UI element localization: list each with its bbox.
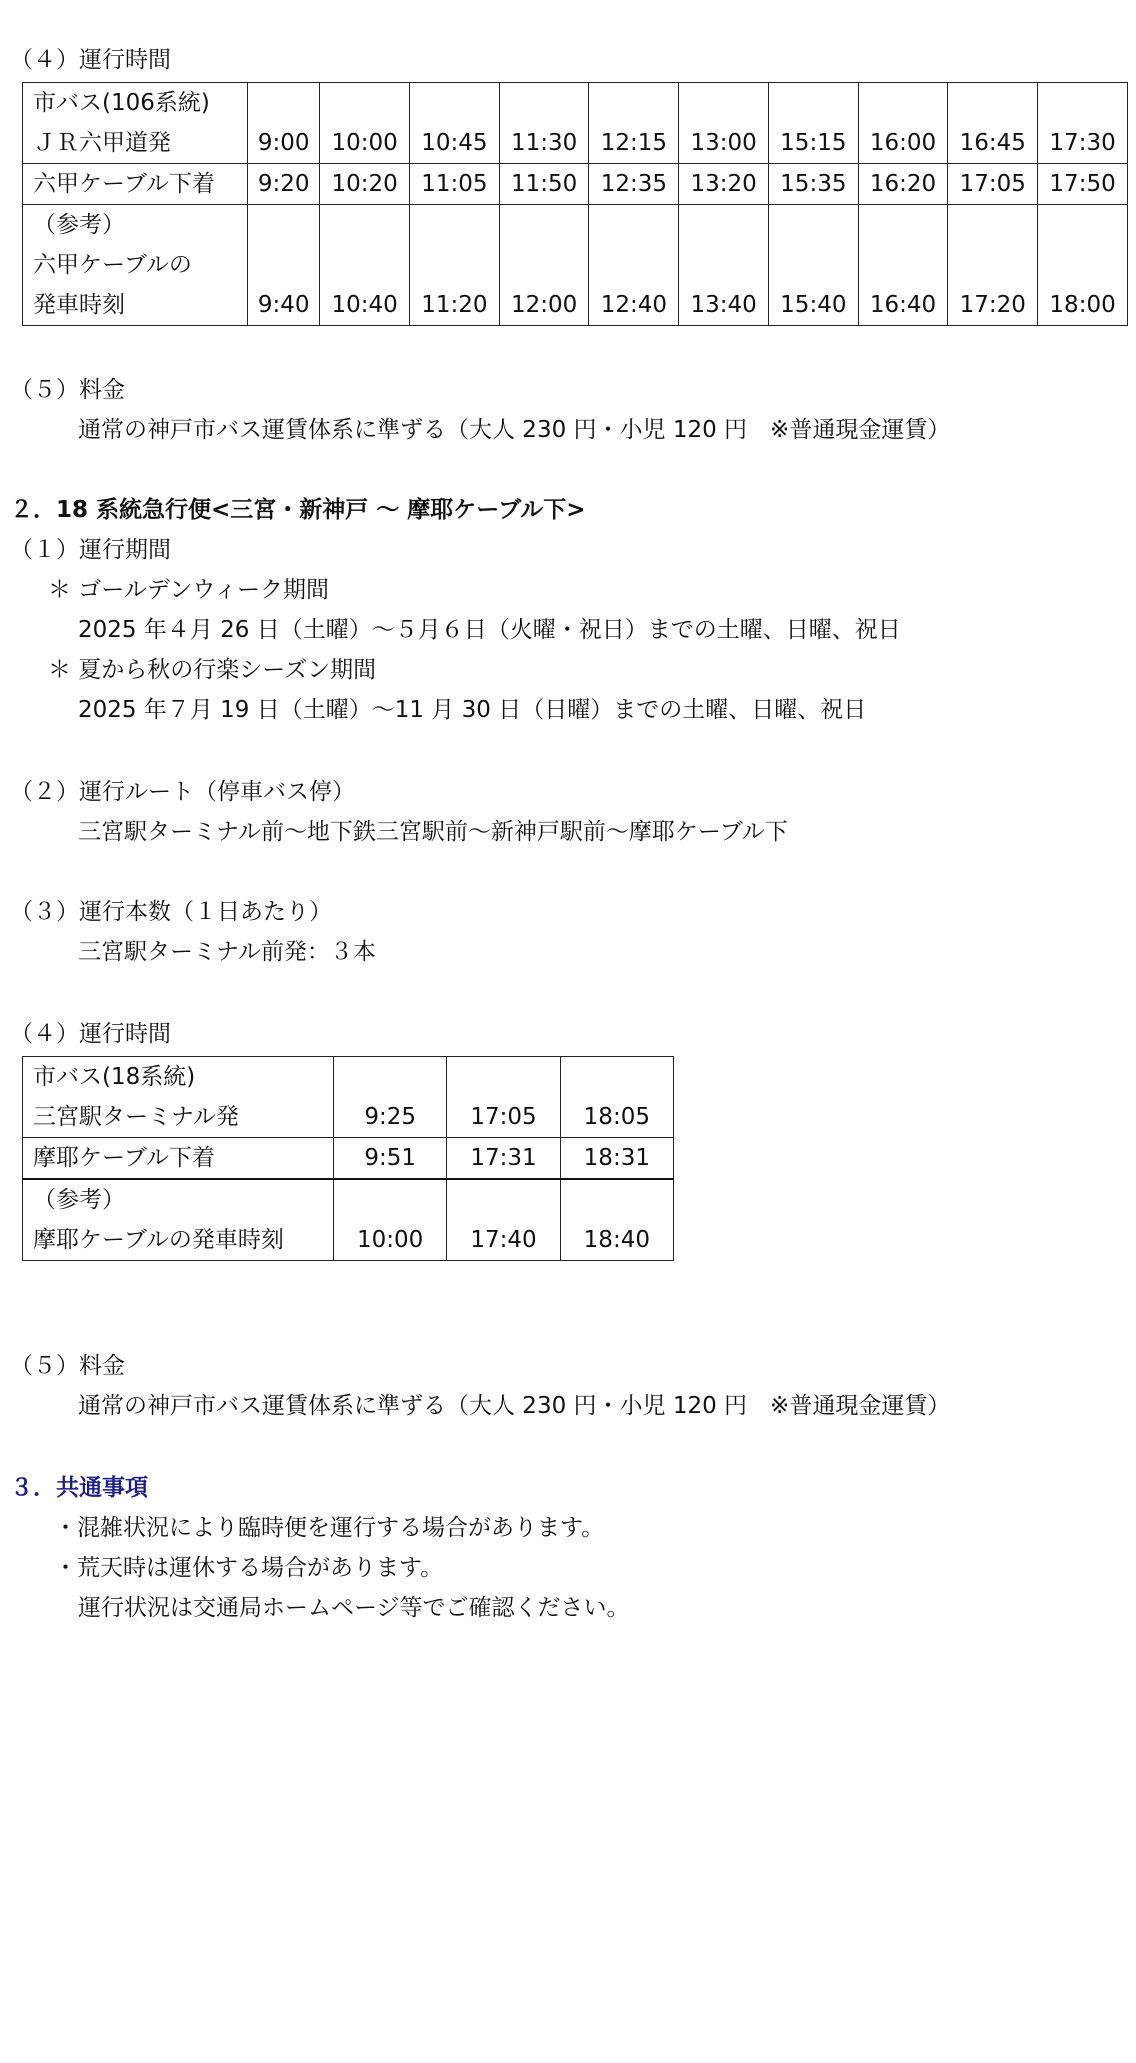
s1-row3-cell: 17:20 — [948, 205, 1038, 326]
s1-row3-label — [23, 205, 248, 326]
s1-row2-label: 六甲ケーブル下着 — [23, 164, 248, 205]
s1-row3-cell: 16:40 — [858, 205, 948, 326]
s2-row3-label-b: 摩耶ケーブルの発車時刻 — [33, 1227, 284, 1253]
s1-row1-cell: 9:00 — [248, 83, 320, 164]
s2-gw-title: ＊ ゴールデンウィーク期間 — [48, 577, 330, 603]
s1-row3-cell: 15:40 — [768, 205, 858, 326]
s2-table-row-arrive — [23, 1138, 674, 1180]
s3-bullet-2: ・荒天時は運休する場合があります。 — [54, 1555, 444, 1581]
s1-row2-cell: 17:50 — [1038, 164, 1128, 205]
s2-row2-cell: 17:31 — [447, 1138, 560, 1180]
s3-bullet-3: 運行状況は交通局ホームページ等でご確認ください。 — [78, 1595, 630, 1621]
s1-row2-cell: 10:20 — [320, 164, 410, 205]
s2-gw-dates: 2025 年４月 26 日（土曜）～５月６日（火曜・祝日）までの土曜、日曜、祝日 — [78, 617, 901, 643]
s2-row1-label-a: 市バス(18系統) — [33, 1064, 196, 1090]
s1-row3-cell: 9:40 — [248, 205, 320, 326]
s1-row1-cell: 10:00 — [320, 83, 410, 164]
s1-row3-cell: 18:00 — [1038, 205, 1128, 326]
s2-fare-text: 通常の神戸市バス運賃体系に準ずる（大人 230 円・小児 120 円 ※普通現金運賃） — [78, 1393, 951, 1419]
s2-row3-label — [23, 1179, 334, 1261]
s1-fare-text: 通常の神戸市バス運賃体系に準ずる（大人 230 円・小児 120 円 ※普通現金運賃） — [78, 417, 951, 443]
s2-heading-fare: （５）料金 — [10, 1353, 125, 1379]
s1-row1-cell: 17:30 — [1038, 83, 1128, 164]
s1-row3-label-a: （参考） — [33, 212, 125, 238]
s1-row2-cell: 11:05 — [410, 164, 500, 205]
s3-title: ３．共通事項 — [10, 1475, 148, 1501]
s1-row1-cell: 10:45 — [410, 83, 500, 164]
s1-row3-cell: 12:40 — [589, 205, 679, 326]
s2-row1-cell: 18:05 — [560, 1057, 673, 1138]
s2-row3-label-a: （参考） — [33, 1187, 125, 1213]
s2-route-text: 三宮駅ターミナル前～地下鉄三宮駅前～新神戸駅前～摩耶ケーブル下 — [78, 819, 788, 845]
s1-row2-cell: 12:35 — [589, 164, 679, 205]
s1-row1-cell: 11:30 — [499, 83, 589, 164]
s1-row3-cell: 10:40 — [320, 205, 410, 326]
s1-row2-cell: 9:20 — [248, 164, 320, 205]
s2-row3-cell: 10:00 — [334, 1179, 447, 1261]
s2-table-row-depart — [23, 1057, 674, 1138]
s1-row3-cell: 12:00 — [499, 205, 589, 326]
s2-autumn-dates: 2025 年７月 19 日（土曜）～11 月 30 日（日曜）までの土曜、日曜、祝日 — [78, 697, 867, 723]
s2-row2-cell: 9:51 — [334, 1138, 447, 1180]
s1-row2-cell: 13:20 — [679, 164, 769, 205]
s1-row3-cell: 11:20 — [410, 205, 500, 326]
s2-count-text: 三宮駅ターミナル前発：３本 — [78, 939, 376, 965]
s1-row1-cell: 16:00 — [858, 83, 948, 164]
s1-table-row-reference — [23, 205, 1128, 326]
s1-row1-cell: 12:15 — [589, 83, 679, 164]
s1-row1-label-a: 市バス(106系統) — [33, 90, 210, 116]
s1-row3-label-c: 発車時刻 — [33, 292, 125, 318]
s2-timetable — [22, 1056, 674, 1261]
s2-row1-label-b: 三宮駅ターミナル発 — [33, 1104, 239, 1130]
s1-row1-cell: 15:15 — [768, 83, 858, 164]
s1-row2-cell: 15:35 — [768, 164, 858, 205]
s1-table-row-arrive — [23, 164, 1128, 205]
s1-timetable — [22, 82, 1128, 326]
s3-bullet-1: ・混雑状況により臨時便を運行する場合があります。 — [54, 1515, 605, 1541]
s2-row1-label — [23, 1057, 334, 1138]
s1-row2-cell: 11:50 — [499, 164, 589, 205]
s1-row1-label — [23, 83, 248, 164]
s2-heading-count: （３）運行本数（１日あたり） — [10, 899, 332, 925]
s2-row2-label: 摩耶ケーブル下着 — [23, 1138, 334, 1180]
s2-heading-times: （４）運行時間 — [10, 1021, 171, 1047]
s1-row1-cell: 13:00 — [679, 83, 769, 164]
s1-heading-fare: （５）料金 — [10, 377, 125, 403]
s2-heading-route: （２）運行ルート（停車バス停） — [10, 779, 355, 805]
s1-heading-times: （４）運行時間 — [10, 47, 171, 73]
s2-table-row-reference — [23, 1179, 674, 1261]
s2-row3-cell: 18:40 — [560, 1179, 673, 1261]
s1-row3-cell: 13:40 — [679, 205, 769, 326]
s1-row2-cell: 17:05 — [948, 164, 1038, 205]
s2-row1-cell: 17:05 — [447, 1057, 560, 1138]
s1-table-row-depart — [23, 83, 1128, 164]
s2-autumn-title: ＊ 夏から秋の行楽シーズン期間 — [48, 657, 377, 683]
s1-row3-label-b: 六甲ケーブルの — [33, 252, 192, 278]
s2-row2-cell: 18:31 — [560, 1138, 673, 1180]
s1-row1-label-b: ＪＲ六甲道発 — [33, 130, 171, 156]
s1-row1-cell: 16:45 — [948, 83, 1038, 164]
s2-title: ２．18 系統急行便<三宮・新神戸 ～ 摩耶ケーブル下> — [10, 497, 586, 523]
s2-heading-period: （１）運行期間 — [10, 537, 171, 563]
s2-row1-cell: 9:25 — [334, 1057, 447, 1138]
s1-row2-cell: 16:20 — [858, 164, 948, 205]
s2-row3-cell: 17:40 — [447, 1179, 560, 1261]
